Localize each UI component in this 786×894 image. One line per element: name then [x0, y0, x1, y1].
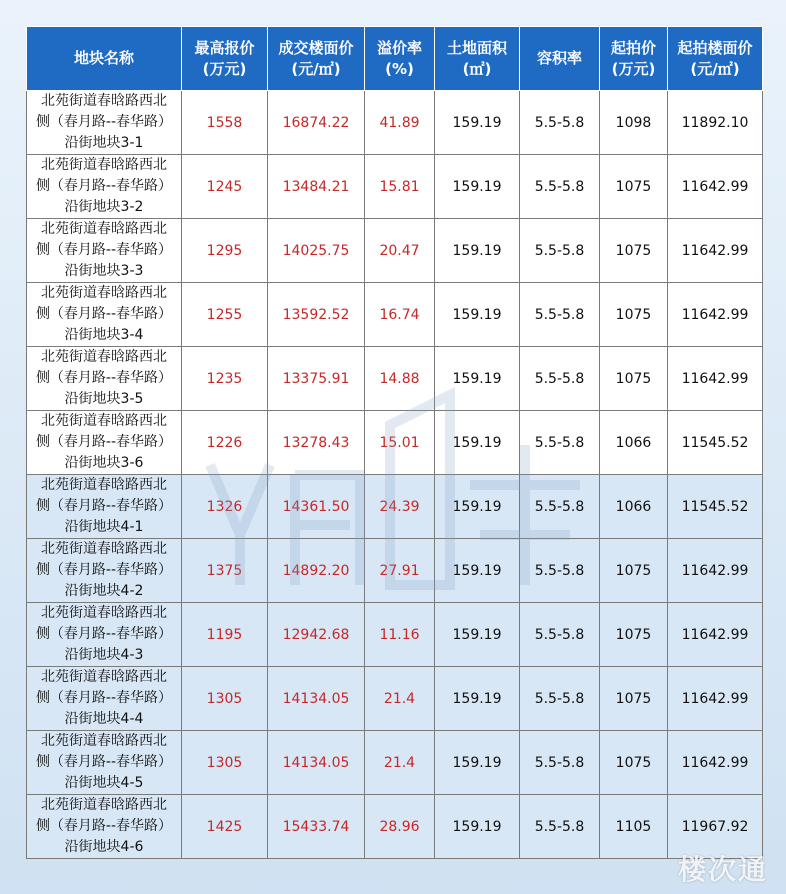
cell-plot-name: 北苑街道春晗路西北 侧（春月路--春华路） 沿街地块3-1: [27, 91, 182, 155]
cell-plot-name: 北苑街道春晗路西北 侧（春月路--春华路） 沿街地块3-2: [27, 155, 182, 219]
cell-premium-rate: 16.74: [365, 283, 435, 347]
cell-starting-floor-price: 11642.99: [668, 603, 763, 667]
cell-floor-price: 14134.05: [268, 667, 365, 731]
cell-starting-floor-price: 11642.99: [668, 155, 763, 219]
cell-highest-bid: 1195: [182, 603, 268, 667]
cell-premium-rate: 14.88: [365, 347, 435, 411]
table-row: [27, 283, 763, 347]
cell-starting-floor-price: 11642.99: [668, 347, 763, 411]
cell-plot-name: 北苑街道春晗路西北 侧（春月路--春华路） 沿街地块3-5: [27, 347, 182, 411]
cell-starting-price: 1075: [600, 219, 668, 283]
header-floor-price: 成交楼面价 (元/㎡): [268, 27, 365, 91]
cell-starting-price: 1075: [600, 667, 668, 731]
cell-starting-price: 1075: [600, 283, 668, 347]
cell-starting-price: 1075: [600, 603, 668, 667]
header-plot-name: 地块名称: [27, 27, 182, 91]
watermark-logo: 楼次通: [677, 853, 768, 886]
cell-starting-floor-price: 11642.99: [668, 283, 763, 347]
cell-plot-name: 北苑街道春晗路西北 侧（春月路--春华路） 沿街地块4-2: [27, 539, 182, 603]
cell-starting-price: 1075: [600, 731, 668, 795]
cell-starting-price: 1098: [600, 91, 668, 155]
cell-plot-ratio: 5.5-5.8: [520, 731, 600, 795]
cell-plot-name: 北苑街道春晗路西北 侧（春月路--春华路） 沿街地块4-3: [27, 603, 182, 667]
cell-plot-ratio: 5.5-5.8: [520, 411, 600, 475]
cell-plot-ratio: 5.5-5.8: [520, 475, 600, 539]
cell-highest-bid: 1226: [182, 411, 268, 475]
table-row: [27, 219, 763, 283]
table-row: [27, 475, 763, 539]
cell-premium-rate: 15.01: [365, 411, 435, 475]
table-row: [27, 603, 763, 667]
cell-highest-bid: 1235: [182, 347, 268, 411]
cell-floor-price: 16874.22: [268, 91, 365, 155]
cell-highest-bid: 1425: [182, 795, 268, 859]
table-row: [27, 155, 763, 219]
cell-floor-price: 14361.50: [268, 475, 365, 539]
cell-land-area: 159.19: [435, 731, 520, 795]
table-header-row: [27, 27, 763, 91]
cell-floor-price: 14892.20: [268, 539, 365, 603]
header-starting-floor-price: 起拍楼面价 (元/㎡): [668, 27, 763, 91]
cell-starting-floor-price: 11642.99: [668, 667, 763, 731]
cell-highest-bid: 1375: [182, 539, 268, 603]
cell-starting-price: 1075: [600, 539, 668, 603]
cell-land-area: 159.19: [435, 475, 520, 539]
cell-starting-floor-price: 11892.10: [668, 91, 763, 155]
cell-highest-bid: 1295: [182, 219, 268, 283]
cell-land-area: 159.19: [435, 347, 520, 411]
cell-highest-bid: 1326: [182, 475, 268, 539]
cell-floor-price: 14134.05: [268, 731, 365, 795]
cell-starting-price: 1066: [600, 411, 668, 475]
cell-plot-name: 北苑街道春晗路西北 侧（春月路--春华路） 沿街地块3-3: [27, 219, 182, 283]
cell-floor-price: 15433.74: [268, 795, 365, 859]
cell-starting-price: 1105: [600, 795, 668, 859]
header-highest-bid: 最高报价 (万元): [182, 27, 268, 91]
cell-land-area: 159.19: [435, 603, 520, 667]
cell-floor-price: 13484.21: [268, 155, 365, 219]
cell-plot-name: 北苑街道春晗路西北 侧（春月路--春华路） 沿街地块3-4: [27, 283, 182, 347]
cell-plot-ratio: 5.5-5.8: [520, 603, 600, 667]
cell-starting-floor-price: 11642.99: [668, 219, 763, 283]
cell-premium-rate: 11.16: [365, 603, 435, 667]
cell-premium-rate: 21.4: [365, 667, 435, 731]
cell-plot-ratio: 5.5-5.8: [520, 347, 600, 411]
cell-starting-floor-price: 11545.52: [668, 475, 763, 539]
cell-plot-name: 北苑街道春晗路西北 侧（春月路--春华路） 沿街地块3-6: [27, 411, 182, 475]
cell-highest-bid: 1558: [182, 91, 268, 155]
header-premium-rate: 溢价率 (%): [365, 27, 435, 91]
cell-plot-ratio: 5.5-5.8: [520, 539, 600, 603]
table-row: [27, 411, 763, 475]
cell-floor-price: 13278.43: [268, 411, 365, 475]
cell-plot-name: 北苑街道春晗路西北 侧（春月路--春华路） 沿街地块4-5: [27, 731, 182, 795]
cell-plot-name: 北苑街道春晗路西北 侧（春月路--春华路） 沿街地块4-1: [27, 475, 182, 539]
header-plot-ratio: 容积率: [520, 27, 600, 91]
land-auction-table-container: [26, 26, 762, 859]
cell-floor-price: 14025.75: [268, 219, 365, 283]
cell-premium-rate: 24.39: [365, 475, 435, 539]
cell-premium-rate: 41.89: [365, 91, 435, 155]
cell-land-area: 159.19: [435, 667, 520, 731]
cell-land-area: 159.19: [435, 411, 520, 475]
cell-land-area: 159.19: [435, 283, 520, 347]
cell-highest-bid: 1245: [182, 155, 268, 219]
cell-plot-ratio: 5.5-5.8: [520, 667, 600, 731]
cell-highest-bid: 1305: [182, 731, 268, 795]
cell-premium-rate: 21.4: [365, 731, 435, 795]
cell-land-area: 159.19: [435, 539, 520, 603]
cell-land-area: 159.19: [435, 155, 520, 219]
land-auction-table: [26, 26, 763, 859]
cell-highest-bid: 1305: [182, 667, 268, 731]
cell-plot-ratio: 5.5-5.8: [520, 155, 600, 219]
cell-floor-price: 13375.91: [268, 347, 365, 411]
cell-premium-rate: 20.47: [365, 219, 435, 283]
header-land-area: 土地面积 (㎡): [435, 27, 520, 91]
table-row: [27, 539, 763, 603]
table-row: [27, 667, 763, 731]
cell-starting-price: 1066: [600, 475, 668, 539]
cell-starting-floor-price: 11967.92: [668, 795, 763, 859]
cell-highest-bid: 1255: [182, 283, 268, 347]
cell-floor-price: 12942.68: [268, 603, 365, 667]
cell-plot-name: 北苑街道春晗路西北 侧（春月路--春华路） 沿街地块4-4: [27, 667, 182, 731]
cell-plot-name: 北苑街道春晗路西北 侧（春月路--春华路） 沿街地块4-6: [27, 795, 182, 859]
cell-starting-price: 1075: [600, 155, 668, 219]
table-row: [27, 347, 763, 411]
cell-premium-rate: 15.81: [365, 155, 435, 219]
table-row: [27, 731, 763, 795]
cell-floor-price: 13592.52: [268, 283, 365, 347]
cell-starting-floor-price: 11545.52: [668, 411, 763, 475]
cell-land-area: 159.19: [435, 219, 520, 283]
cell-land-area: 159.19: [435, 795, 520, 859]
cell-plot-ratio: 5.5-5.8: [520, 91, 600, 155]
cell-starting-price: 1075: [600, 347, 668, 411]
cell-starting-floor-price: 11642.99: [668, 731, 763, 795]
cell-starting-floor-price: 11642.99: [668, 539, 763, 603]
cell-plot-ratio: 5.5-5.8: [520, 219, 600, 283]
table-row: [27, 795, 763, 859]
header-starting-price: 起拍价 (万元): [600, 27, 668, 91]
cell-land-area: 159.19: [435, 91, 520, 155]
cell-plot-ratio: 5.5-5.8: [520, 795, 600, 859]
cell-plot-ratio: 5.5-5.8: [520, 283, 600, 347]
cell-premium-rate: 28.96: [365, 795, 435, 859]
table-row: [27, 91, 763, 155]
cell-premium-rate: 27.91: [365, 539, 435, 603]
